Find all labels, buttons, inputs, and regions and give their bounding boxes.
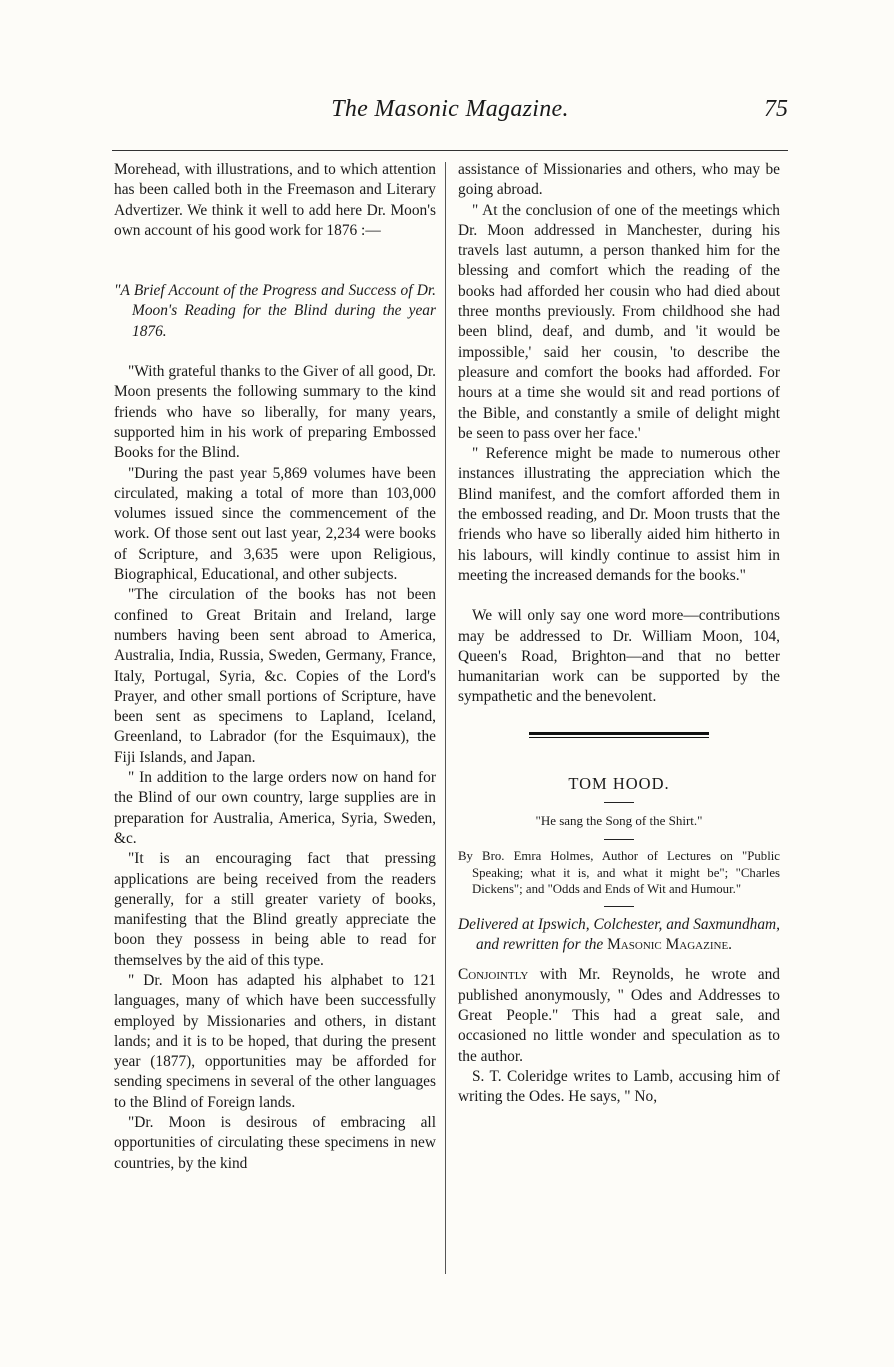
delivery-text: Delivered at Ipswich, Colchester, and Saxmundham, and rewritten for the: [458, 915, 780, 954]
paragraph: " In addition to the large orders now on hand for the Blind of our own country, large supplies are in preparation for Australia, America, Syria, Sweden, &c.: [114, 769, 436, 847]
paragraph: " Reference might be made to numerous other instances illustrating the appreciation which the Blind manifest, and the comfort afforded them in the embossed reading, and Dr. Moon trusts that the friends who have so liberally aided him hitherto in his labours, will kindly continue to assist him in meeting the increased demands for the books.": [458, 445, 780, 584]
short-rule: [604, 802, 634, 803]
delivery-note: [458, 915, 780, 956]
left-column: [114, 160, 436, 1174]
section-title: TOM HOOD.: [568, 773, 670, 793]
paragraph: We will only say one word more—contributions may be addressed to Dr. William Moon, 104, Queen's Road, Brighton—and that no better humanitarian work can be supported by the sympathetic and the benevolent.: [458, 607, 780, 706]
header-rule: [112, 150, 788, 151]
article-heading: "A Brief Account of the Progress and Success of Dr. Moon's Reading for the Blind during the year 1876.: [114, 282, 436, 340]
paragraph: "The circulation of the books has not been confined to Great Britain and Ireland, large numbers having been sent abroad to America, Australia, India, Russia, Sweden, Germany, France, Italy, Portugal, Syria, &c. Copies of the Lord's Prayer, and other small portions of Scripture, have been sent as specimens to Lapland, Iceland, Greenland, to Labrador (for the Esquimaux), the Fiji Islands, and Japan.: [114, 586, 436, 766]
paragraph: S. T. Coleridge writes to Lamb, accusing him of writing the Odes. He says, " No,: [458, 1067, 780, 1106]
running-title: The Masonic Magazine.: [331, 96, 569, 122]
epigraph: "He sang the Song of the Shirt.": [535, 813, 703, 829]
paragraph: "Dr. Moon is desirous of embracing all opportunities of circulating these specimens in new countries, by the kind: [114, 1114, 436, 1172]
paragraph: " At the conclusion of one of the meetings which Dr. Moon addressed in Manchester, during his travels last autumn, a person thanked him for the blessing and comfort which the reading of the books had afforded her cousin who had died about three months previously. From childhood she had been blind, deaf, and dumb, and 'it would be impossible,' said her cousin, 'to describe the pleasure and comfort the books had afforded. For hours at a time she would sit and read portions of the Bible, and constantly a smile of delight might be seen to pass over her face.': [458, 201, 780, 442]
paragraph: "With grateful thanks to the Giver of all good, Dr. Moon presents the following summary to the kind friends who have so liberally, for many years, supported him in his work of preparing Embossed Books for the Blind.: [114, 363, 436, 462]
column-divider: [445, 162, 446, 1274]
section-ornament: [529, 732, 709, 738]
paragraph: "It is an encouraging fact that pressing applications are being received from the readers generally, for a still greater variety of books, manifesting that the Blind greatly appreciate the boon they possess in being able to read for themselves by the aid of this type.: [114, 850, 436, 969]
lead-word: Conjointly: [458, 966, 529, 984]
short-rule: [604, 906, 634, 907]
page-number: 75: [764, 96, 788, 122]
paragraph: "During the past year 5,869 volumes have been circulated, making a total of more than 103,000 volumes issued since the commencement of the work. Of those sent out last year, 2,234 were books of Scripture, and 3,635 were upon Religious, Biographical, Educational, and other subjects.: [114, 464, 436, 584]
paragraph: assistance of Missionaries and others, who may be going abroad.: [458, 161, 780, 199]
paragraph: [458, 965, 780, 1066]
right-column: [458, 160, 780, 1107]
page-header: [112, 96, 788, 136]
paragraph-text: with Mr. Reynolds, he wrote and published anonymously, " Odes and Addresses to Great People." This had a great sale, and occasioned no little wonder and speculation as to the author.: [458, 966, 780, 1065]
magazine-name: Masonic Magazine.: [607, 936, 733, 954]
short-rule: [604, 839, 634, 840]
paragraph: " Dr. Moon has adapted his alphabet to 121 languages, many of which have been successfully employed by Missionaries and others, in distant lands; and it is to be hoped, that during the present year (1877), opportunities may be afforded for sending specimens in several of the other languages to the Blind of Foreign lands.: [114, 971, 436, 1111]
byline: By Bro. Emra Holmes, Author of Lectures on "Public Speaking; what it is, and what it might be"; "Charles Dickens"; and "Odds and Ends of Wit and Humour.": [458, 849, 780, 897]
paragraph: Morehead, with illustrations, and to which attention has been called both in the Freemason and Literary Advertizer. We think it well to add here Dr. Moon's own account of his good work for 1876 :—: [114, 161, 436, 239]
